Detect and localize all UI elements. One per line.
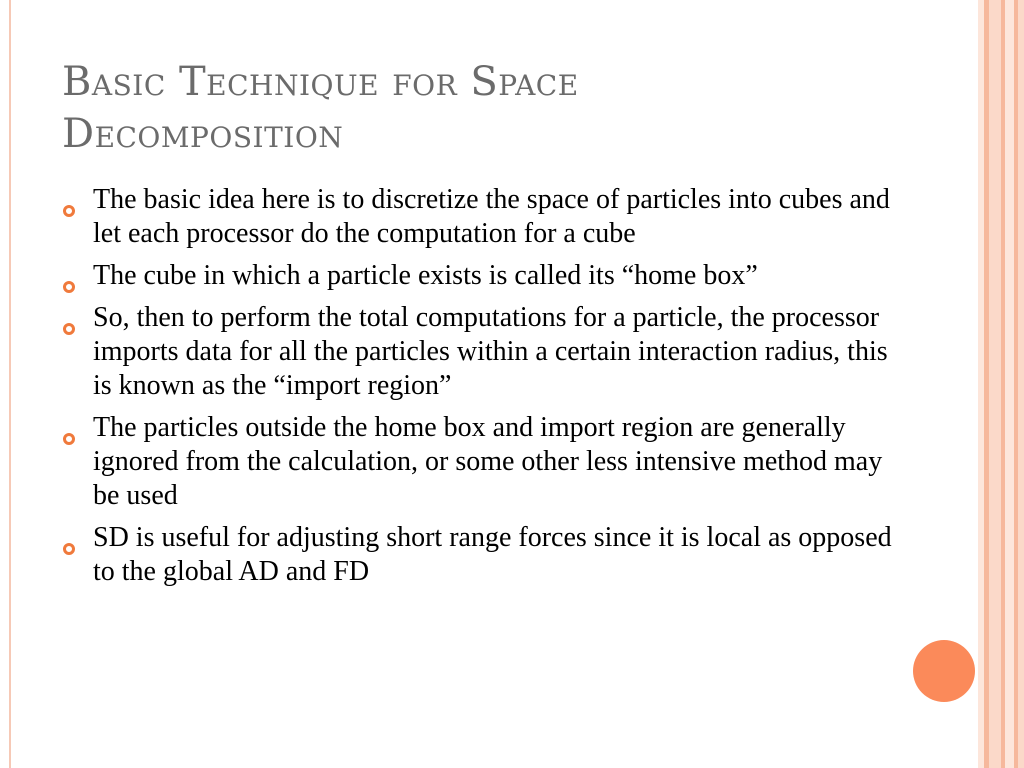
ring-bullet-icon: [62, 311, 76, 325]
bullet-list: [62, 183, 892, 597]
title-line-2: Decomposition: [62, 111, 344, 157]
bullet-text: The particles outside the home box and import region are generally ignored from the calculation, or some other less intensive method may be used: [93, 412, 883, 511]
ring-bullet-icon: [62, 421, 76, 435]
list-item: [62, 301, 892, 403]
bullet-text: The cube in which a particle exists is called its “home box”: [93, 260, 758, 291]
orange-circle-icon: [913, 640, 975, 702]
list-item: [62, 183, 892, 251]
list-item: [62, 411, 892, 513]
stripe-3: [989, 0, 1001, 768]
list-item: [62, 521, 892, 589]
list-item: [62, 259, 892, 293]
bullet-text: So, then to perform the total computations for a particle, the processor imports data for all the particles within a certain interaction radius, this is known as the “import region”: [93, 302, 888, 401]
ring-bullet-icon: [62, 531, 76, 545]
stripe-5: [1005, 0, 1014, 768]
left-border-line: [9, 0, 11, 768]
ring-bullet-icon: [62, 269, 76, 283]
stripe-7: [1018, 0, 1024, 768]
slide-title: [62, 56, 922, 160]
bullet-text: The basic idea here is to discretize the space of particles into cubes and let each processor do the computation for a cube: [93, 184, 890, 249]
bullet-text: SD is useful for adjusting short range forces since it is local as opposed to the global AD and FD: [93, 522, 892, 587]
ring-bullet-icon: [62, 193, 76, 207]
right-decorative-stripes: [978, 0, 1024, 768]
title-line-1: Basic Technique for Space: [62, 59, 579, 105]
